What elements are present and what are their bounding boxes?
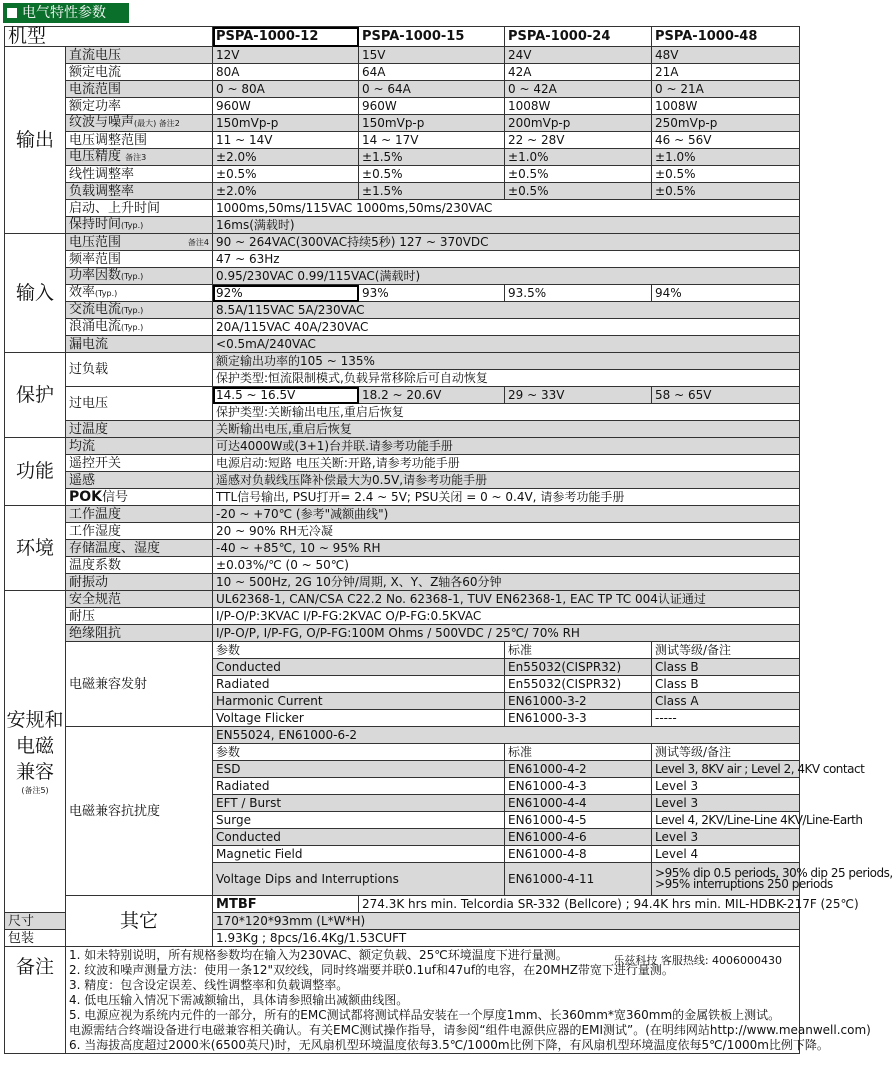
cell: 960W xyxy=(213,98,359,115)
cell: 额定输出功率的105 ~ 135% xyxy=(213,353,800,370)
cell: 0.95/230VAC 0.99/115VAC(满载时) xyxy=(213,268,800,285)
label-hold xyxy=(66,217,213,234)
cell: 14 ~ 17V xyxy=(359,132,505,149)
row-inrush xyxy=(5,319,800,336)
cell: 可达4000W或(3+1)台并联.请参考功能手册 xyxy=(213,438,800,455)
label-pok xyxy=(66,489,213,506)
label-work-temp: 工作温度 xyxy=(66,506,213,523)
cell: Conducted xyxy=(213,659,505,676)
label-text: 功率因数 xyxy=(69,268,122,283)
dips-line: >95% interruptions 250 periods xyxy=(655,877,833,891)
cell: 150mVp-p xyxy=(359,115,505,132)
section-safety-note: (备注5) xyxy=(21,785,49,795)
cell: 遥感对负载线压降补偿最大为0.5V,请参考功能手册 xyxy=(213,472,800,489)
cell: 10 ~ 500Hz, 2G 10分钟/周期, X、Y、Z轴各60分钟 xyxy=(213,574,800,591)
cell: Class B xyxy=(652,676,800,693)
label-emc-immunity: 电磁兼容抗扰度 xyxy=(66,727,213,896)
cell: ±0.5% xyxy=(505,183,652,200)
row-rated-current xyxy=(5,64,800,81)
cell: ±0.03%/℃ (0 ~ 50℃) xyxy=(213,557,800,574)
cell: Conducted xyxy=(213,829,505,846)
dips-line: >95% dip 0.5 periods, 30% dip 25 periods, xyxy=(655,866,893,880)
cell: 1.93Kg ; 8pcs/16.4Kg/1.53CUFT xyxy=(213,930,800,947)
note-line: 5. 电源应视为系统内元件的一部分，所有的EMC测试都将测试样品安装在一个厚度1mm、长360mm*宽360mm的金属铁板上测试。 xyxy=(69,1008,781,1022)
model-label: 机型 xyxy=(5,27,213,47)
cell: 46 ~ 56V xyxy=(652,132,800,149)
label-vibration: 耐振动 xyxy=(66,574,213,591)
notes-content xyxy=(66,947,871,1054)
label-text: MTBF xyxy=(216,896,257,912)
cell: ±1.5% xyxy=(359,149,505,166)
note-line: 6. 当海拔高度超过2000米(6500英尺)时，无风扇机型环境温度依每3.5℃/1000m比例下降，有风扇机型环境温度依每5℃/1000m比例下降。 xyxy=(69,1038,829,1052)
row-withstand xyxy=(5,608,800,625)
label-text: 纹波与噪声 xyxy=(69,115,135,130)
cell: 22 ~ 28V xyxy=(505,132,652,149)
label-text: 信号 xyxy=(102,489,129,505)
label-suffix: (Typ.) xyxy=(121,272,144,281)
cell: -40 ~ +85℃, 10 ~ 95% RH xyxy=(213,540,800,557)
cell: 960W xyxy=(359,98,505,115)
hotline: 乐兹科技 客服热线: 4006000430 xyxy=(613,954,783,967)
note-line: 4. 低电压输入情况下需减额输出，具体请参照输出减额曲线图。 xyxy=(69,993,409,1007)
row-adj-range xyxy=(5,132,800,149)
cell: <0.5mA/240VAC xyxy=(213,336,800,353)
cell: EN61000-4-2 xyxy=(505,761,652,778)
cell: EFT / Burst xyxy=(213,795,505,812)
cell: 8.5A/115VAC 5A/230VAC xyxy=(213,302,800,319)
cell: 80A xyxy=(213,64,359,81)
cell: ±2.0% xyxy=(213,183,359,200)
cell: 48V xyxy=(652,47,800,64)
cell: ESD xyxy=(213,761,505,778)
cell: 15V xyxy=(359,47,505,64)
cell: ±1.0% xyxy=(652,149,800,166)
section-safety-line: 电磁 xyxy=(15,734,54,757)
row-overload-1 xyxy=(5,353,800,370)
cell: 274.3K hrs min. Telcordia SR-332 (Bellcore) ; 94.4K hrs min. MIL-HDBK-217F (25℃) xyxy=(359,896,800,913)
model-row xyxy=(5,27,800,47)
note-line: 3. 精度：包含设定误差、线性调整率和负载调整率。 xyxy=(69,978,349,992)
model-1: PSPA-1000-12 xyxy=(213,27,359,47)
row-ac-current xyxy=(5,302,800,319)
cell: 20A/115VAC 40A/230VAC xyxy=(213,319,800,336)
cell: 58 ~ 65V xyxy=(652,387,800,404)
cell: 0 ~ 80A xyxy=(213,81,359,98)
cell-dips xyxy=(652,863,893,896)
cell: ±0.5% xyxy=(652,183,800,200)
label-dimension: 尺寸 xyxy=(5,913,66,930)
cell: 24V xyxy=(505,47,652,64)
cell: 参数 xyxy=(213,642,505,659)
label-work-hum: 工作湿度 xyxy=(66,523,213,540)
row-current-sharing xyxy=(5,438,800,455)
row-remote-sense xyxy=(5,472,800,489)
label-ripple xyxy=(66,115,213,132)
cell: 92% xyxy=(213,285,359,302)
label-dc-voltage: 直流电压 xyxy=(66,47,213,64)
row-current-range xyxy=(5,81,800,98)
cell: 170*120*93mm (L*W*H) xyxy=(213,913,800,930)
cell: 测试等级/备注 xyxy=(652,744,800,761)
cell: 150mVp-p xyxy=(213,115,359,132)
section-others: 其它 xyxy=(66,896,213,947)
section-input: 输入 xyxy=(5,234,66,353)
section-header: 电气特性参数 xyxy=(3,3,129,23)
label-mtbf xyxy=(213,896,359,913)
label-rated-current: 额定电流 xyxy=(66,64,213,81)
label-leakage: 漏电流 xyxy=(66,336,213,353)
cell: 0 ~ 21A xyxy=(652,81,800,98)
label-temp-coeff: 温度系数 xyxy=(66,557,213,574)
cell: 14.5 ~ 16.5V xyxy=(213,387,359,404)
label-text: 电压精度 xyxy=(69,149,122,164)
label-text: 效率 xyxy=(69,285,96,300)
label-safety-standards: 安全规范 xyxy=(66,591,213,608)
cell: 29 ~ 33V xyxy=(505,387,652,404)
row-eff xyxy=(5,285,800,302)
row-setup xyxy=(5,200,800,217)
label-withstand: 耐压 xyxy=(66,608,213,625)
label-text: POK xyxy=(69,488,103,505)
label-current-sharing: 均流 xyxy=(66,438,213,455)
cell: Voltage Dips and Interruptions xyxy=(213,863,505,896)
cell: 1008W xyxy=(505,98,652,115)
label-text: 浪涌电流 xyxy=(69,319,122,334)
row-temp-coeff xyxy=(5,557,800,574)
cell: En55032(CISPR32) xyxy=(505,659,652,676)
row-line-reg xyxy=(5,166,800,183)
label-pf xyxy=(66,268,213,285)
cell: ----- xyxy=(652,710,800,727)
section-safety-line: 兼容 xyxy=(15,760,54,783)
cell: 标准 xyxy=(505,744,652,761)
label-voltage-range xyxy=(66,234,213,251)
cell: Magnetic Field xyxy=(213,846,505,863)
row-emission-head xyxy=(5,642,800,659)
cell: Level 3 xyxy=(652,778,800,795)
label-tolerance xyxy=(66,149,213,166)
row-mtbf xyxy=(5,896,800,913)
cell: 电源启动:短路 电压关断:开路,请参考功能手册 xyxy=(213,455,800,472)
label-ac-current xyxy=(66,302,213,319)
label-line-reg: 线性调整率 xyxy=(66,166,213,183)
label-eff xyxy=(66,285,213,302)
label-storage: 存储温度、湿度 xyxy=(66,540,213,557)
row-pok xyxy=(5,489,800,506)
cell: Surge xyxy=(213,812,505,829)
cell: ±0.5% xyxy=(505,166,652,183)
label-rated-power: 额定功率 xyxy=(66,98,213,115)
label-overtemp: 过温度 xyxy=(66,421,213,438)
cell: 0 ~ 42A xyxy=(505,81,652,98)
cell: 64A xyxy=(359,64,505,81)
cell: Level 4 xyxy=(652,846,800,863)
row-dc-voltage xyxy=(5,47,800,64)
cell: 93.5% xyxy=(505,285,652,302)
row-notes xyxy=(5,947,800,1054)
cell: 18.2 ~ 20.6V xyxy=(359,387,505,404)
label-remote-sense: 遥感 xyxy=(66,472,213,489)
label-adj-range: 电压调整范围 xyxy=(66,132,213,149)
cell: 11 ~ 14V xyxy=(213,132,359,149)
cell: EN61000-4-5 xyxy=(505,812,652,829)
row-isolation xyxy=(5,625,800,642)
cell: 93% xyxy=(359,285,505,302)
cell: 关断输出电压,重启后恢复 xyxy=(213,421,800,438)
label-suffix: (Typ.) xyxy=(95,289,118,298)
cell: 21A xyxy=(652,64,800,81)
row-vibration xyxy=(5,574,800,591)
row-tolerance xyxy=(5,149,800,166)
label-suffix: (Typ.) xyxy=(121,323,144,332)
cell: Harmonic Current xyxy=(213,693,505,710)
cell: 12V xyxy=(213,47,359,64)
cell: 250mVp-p xyxy=(652,115,800,132)
row-remote-onoff xyxy=(5,455,800,472)
cell: ±1.5% xyxy=(359,183,505,200)
label-load-reg: 负载调整率 xyxy=(66,183,213,200)
label-text: 保持时间 xyxy=(69,217,122,232)
cell: 1008W xyxy=(652,98,800,115)
cell: 94% xyxy=(652,285,800,302)
section-safety xyxy=(5,591,66,913)
cell: 16ms(满载时) xyxy=(213,217,800,234)
row-work-temp xyxy=(5,506,800,523)
cell: 47 ~ 63Hz xyxy=(213,251,800,268)
cell: Class A xyxy=(652,693,800,710)
section-output: 输出 xyxy=(5,47,66,234)
cell: Voltage Flicker xyxy=(213,710,505,727)
label-suffix: 备注3 xyxy=(125,153,147,162)
model-4: PSPA-1000-48 xyxy=(652,27,800,47)
label-remote-onoff: 遥控开关 xyxy=(66,455,213,472)
label-freq: 频率范围 xyxy=(66,251,213,268)
cell: EN61000-3-3 xyxy=(505,710,652,727)
note-line: 1. 如未特别说明，所有规格参数均在输入为230VAC、额定负载、25℃环境温度下进行量测。 xyxy=(69,948,568,962)
label-suffix: (Typ.) xyxy=(121,221,144,230)
label-emc-emission: 电磁兼容发射 xyxy=(66,642,213,727)
cell: EN61000-4-6 xyxy=(505,829,652,846)
label-current-range: 电流范围 xyxy=(66,81,213,98)
cell: ±0.5% xyxy=(213,166,359,183)
cell: Level 3 xyxy=(652,829,800,846)
cell: 参数 xyxy=(213,744,505,761)
cell: EN61000-4-8 xyxy=(505,846,652,863)
row-freq xyxy=(5,251,800,268)
model-2: PSPA-1000-15 xyxy=(359,27,505,47)
cell: 保护类型:恒流限制模式,负载异常移除后可自动恢复 xyxy=(213,370,800,387)
row-safety-standards xyxy=(5,591,800,608)
cell: ±2.0% xyxy=(213,149,359,166)
cell: ±1.0% xyxy=(505,149,652,166)
row-overvoltage-1 xyxy=(5,387,800,404)
cell: Class B xyxy=(652,659,800,676)
row-load-reg xyxy=(5,183,800,200)
row-immunity-std xyxy=(5,727,800,744)
row-storage xyxy=(5,540,800,557)
label-packing: 包装 xyxy=(5,930,66,947)
cell: UL62368-1, CAN/CSA C22.2 No. 62368-1, TUV EN62368-1, EAC TP TC 004认证通过 xyxy=(213,591,800,608)
square-icon xyxy=(7,8,17,18)
cell: TTL信号输出, PSU打开= 2.4 ~ 5V; PSU关闭 = 0 ~ 0.4V, 请参考功能手册 xyxy=(213,489,800,506)
section-notes: 备注 xyxy=(5,947,66,1054)
label-overload: 过负载 xyxy=(66,353,213,387)
cell: En55032(CISPR32) xyxy=(505,676,652,693)
row-hold xyxy=(5,217,800,234)
cell: EN61000-3-2 xyxy=(505,693,652,710)
cell: I/P-O/P:3KVAC I/P-FG:2KVAC O/P-FG:0.5KVAC xyxy=(213,608,800,625)
cell: EN61000-4-11 xyxy=(505,863,652,896)
row-work-hum xyxy=(5,523,800,540)
cell: EN61000-4-3 xyxy=(505,778,652,795)
cell: 测试等级/备注 xyxy=(652,642,800,659)
label-suffix: (最大) 备注2 xyxy=(134,119,180,128)
cell: 保护类型:关断输出电压,重启后恢复 xyxy=(213,404,800,421)
note-line: 2. 纹波和噪声测量方法：使用一条12"双绞线，同时终端要并联0.1uf和47uf的电容，在20MHZ带宽下进行量测。 xyxy=(69,963,674,977)
cell: 1000ms,50ms/115VAC 1000ms,50ms/230VAC xyxy=(213,200,800,217)
cell: -20 ~ +70℃ (参考"减额曲线") xyxy=(213,506,800,523)
row-ripple xyxy=(5,115,800,132)
label-text: 电压范围 xyxy=(69,234,122,250)
model-3: PSPA-1000-24 xyxy=(505,27,652,47)
section-environment: 环境 xyxy=(5,506,66,591)
cell: 标准 xyxy=(505,642,652,659)
label-overvoltage: 过电压 xyxy=(66,387,213,421)
section-safety-line: 安规和 xyxy=(6,708,64,731)
section-protection: 保护 xyxy=(5,353,66,438)
row-leakage xyxy=(5,336,800,353)
label-inrush xyxy=(66,319,213,336)
cell: 0 ~ 64A xyxy=(359,81,505,98)
cell: 90 ~ 264VAC(300VAC持续5秒) 127 ~ 370VDC xyxy=(213,234,800,251)
cell: Radiated xyxy=(213,676,505,693)
row-overtemp xyxy=(5,421,800,438)
row-voltage-range xyxy=(5,234,800,251)
cell: Level 4, 2KV/Line-Line 4KV/Line-Earth xyxy=(652,812,800,829)
note-line: 电源需结合终端设备进行电磁兼容相关确认。有关EMC测试操作指导，请参阅“组件电源供应器的EMI测试”。(在明纬网站http://www.meanwell.com) xyxy=(69,1023,871,1037)
label-text: 交流电流 xyxy=(69,302,122,317)
cell: 42A xyxy=(505,64,652,81)
cell: ±0.5% xyxy=(359,166,505,183)
row-pf xyxy=(5,268,800,285)
cell: Radiated xyxy=(213,778,505,795)
cell: Level 3, 8KV air ; Level 2, 4KV contact xyxy=(652,761,800,778)
label-isolation: 绝缘阻抗 xyxy=(66,625,213,642)
cell: Level 3 xyxy=(652,795,800,812)
label-setup: 启动、上升时间 xyxy=(66,200,213,217)
cell: 200mVp-p xyxy=(505,115,652,132)
label-suffix: (Typ.) xyxy=(121,306,144,315)
spec-table xyxy=(4,25,893,1054)
cell: ±0.5% xyxy=(652,166,800,183)
cell: EN61000-4-4 xyxy=(505,795,652,812)
cell: EN55024, EN61000-6-2 xyxy=(213,727,800,744)
cell: I/P-O/P, I/P-FG, O/P-FG:100M Ohms / 500VDC / 25℃/ 70% RH xyxy=(213,625,800,642)
row-rated-power xyxy=(5,98,800,115)
label-suffix: 备注4 xyxy=(187,237,210,247)
section-function: 功能 xyxy=(5,438,66,506)
cell: 20 ~ 90% RH无冷凝 xyxy=(213,523,800,540)
